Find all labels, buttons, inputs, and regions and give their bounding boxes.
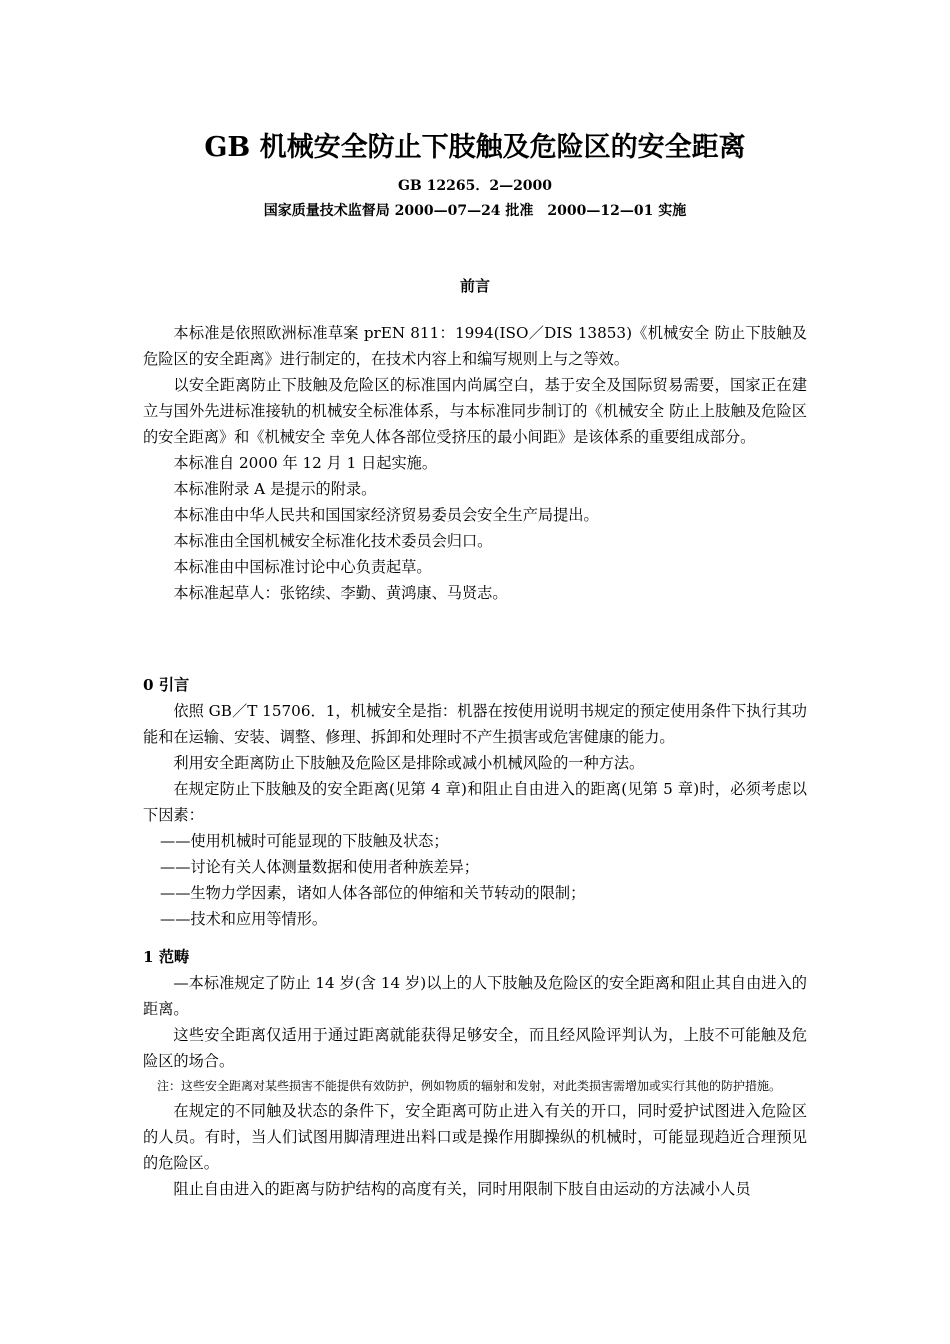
foreword-heading: 前言 <box>459 277 490 295</box>
list-item: ——生物力学因素，诸如人体各部位的伸缩和关节转动的限制； <box>160 884 586 902</box>
paragraph: 依照 GB／T 15706．1，机械安全是指：机器在按使用说明书规定的预定使用条件下执行其功能和在运输、安装、调整、修理、拆卸和处理时不产生损害或危害健康的能力。 <box>143 702 807 746</box>
paragraph: 本标准附录 A 是提示的附录。 <box>173 480 377 498</box>
paragraph: —本标准规定了防止 14 岁(含 14 岁)以上的人下肢触及危险区的安全距离和阻止其自由进入的距离。 <box>143 974 807 1018</box>
paragraph: 本标准由中国标准讨论中心负责起草。 <box>173 558 432 576</box>
paragraph: 本标准自 2000 年 12 月 1 日起实施。 <box>173 454 438 472</box>
list-item: ——技术和应用等情形。 <box>160 910 328 928</box>
list-item: ——使用机械时可能显现的下肢触及状态； <box>160 832 449 850</box>
paragraph: 本标准起草人：张铭续、李勤、黄鸿康、马贤志。 <box>173 584 508 602</box>
approval-line: 国家质量技术监督局 2000—07—24 批准 2000—12—01 实施 <box>263 203 687 219</box>
list-item: ——讨论有关人体测量数据和使用者种族差异； <box>160 858 479 876</box>
paragraph: 本标准是依照欧洲标准草案 prEN 811：1994(ISO／DIS 13853)《机械安全 防止下肢触及危险区的安全距离》进行制定的，在技术内容上和编写规则上与之等效。 <box>143 324 807 368</box>
document-title: GB 机械安全防止下肢触及危险区的安全距离 <box>204 132 746 163</box>
paragraph: 以安全距离防止下肢触及危险区的标准国内尚属空白，基于安全及国际贸易需要，国家正在建立与国外先进标准接轨的机械安全标准体系，与本标准同步制订的《机械安全 防止上肢触及危险区的安全距离》和《机械安全 幸免人体各部位受挤压的最小间距》是该体系的重要组成部分。 <box>143 376 807 446</box>
section-heading: 0 引言 <box>143 676 190 694</box>
section-heading: 1 范畴 <box>143 948 190 966</box>
standard-number: GB 12265．2—2000 <box>397 178 553 194</box>
foreword-body <box>143 320 807 606</box>
note: 注：这些安全距离对某些损害不能提供有效防护，例如物质的辐射和发射，对此类损害需增加或实行其他的防护措施。 <box>157 1079 782 1093</box>
paragraph: 利用安全距离防止下肢触及危险区是排除或减小机械风险的一种方法。 <box>173 754 645 772</box>
section-introduction <box>143 672 807 932</box>
paragraph: 阻止自由进入的距离与防护结构的高度有关，同时用限制下肢自由运动的方法减小人员 <box>173 1180 751 1198</box>
paragraph: 本标准由中华人民共和国国家经济贸易委员会安全生产局提出。 <box>173 506 599 524</box>
paragraph: 在规定的不同触及状态的条件下，安全距离可防止进入有关的开口，同时爱护试图进入危险区的人员。有时，当人们试图用脚清理进出料口或是操作用脚操纵的机械时，可能显现趋近合理预见的危险区。 <box>143 1102 807 1172</box>
paragraph: 本标准由全国机械安全标准化技术委员会归口。 <box>173 532 493 550</box>
section-scope <box>143 944 807 1202</box>
paragraph: 这些安全距离仅适用于通过距离就能获得足够安全，而且经风险评判认为，上肢不可能触及危险区的场合。 <box>143 1026 807 1070</box>
paragraph: 在规定防止下肢触及的安全距离(见第 4 章)和阻止自由进入的距离(见第 5 章)时，必须考虑以下因素： <box>143 780 807 824</box>
